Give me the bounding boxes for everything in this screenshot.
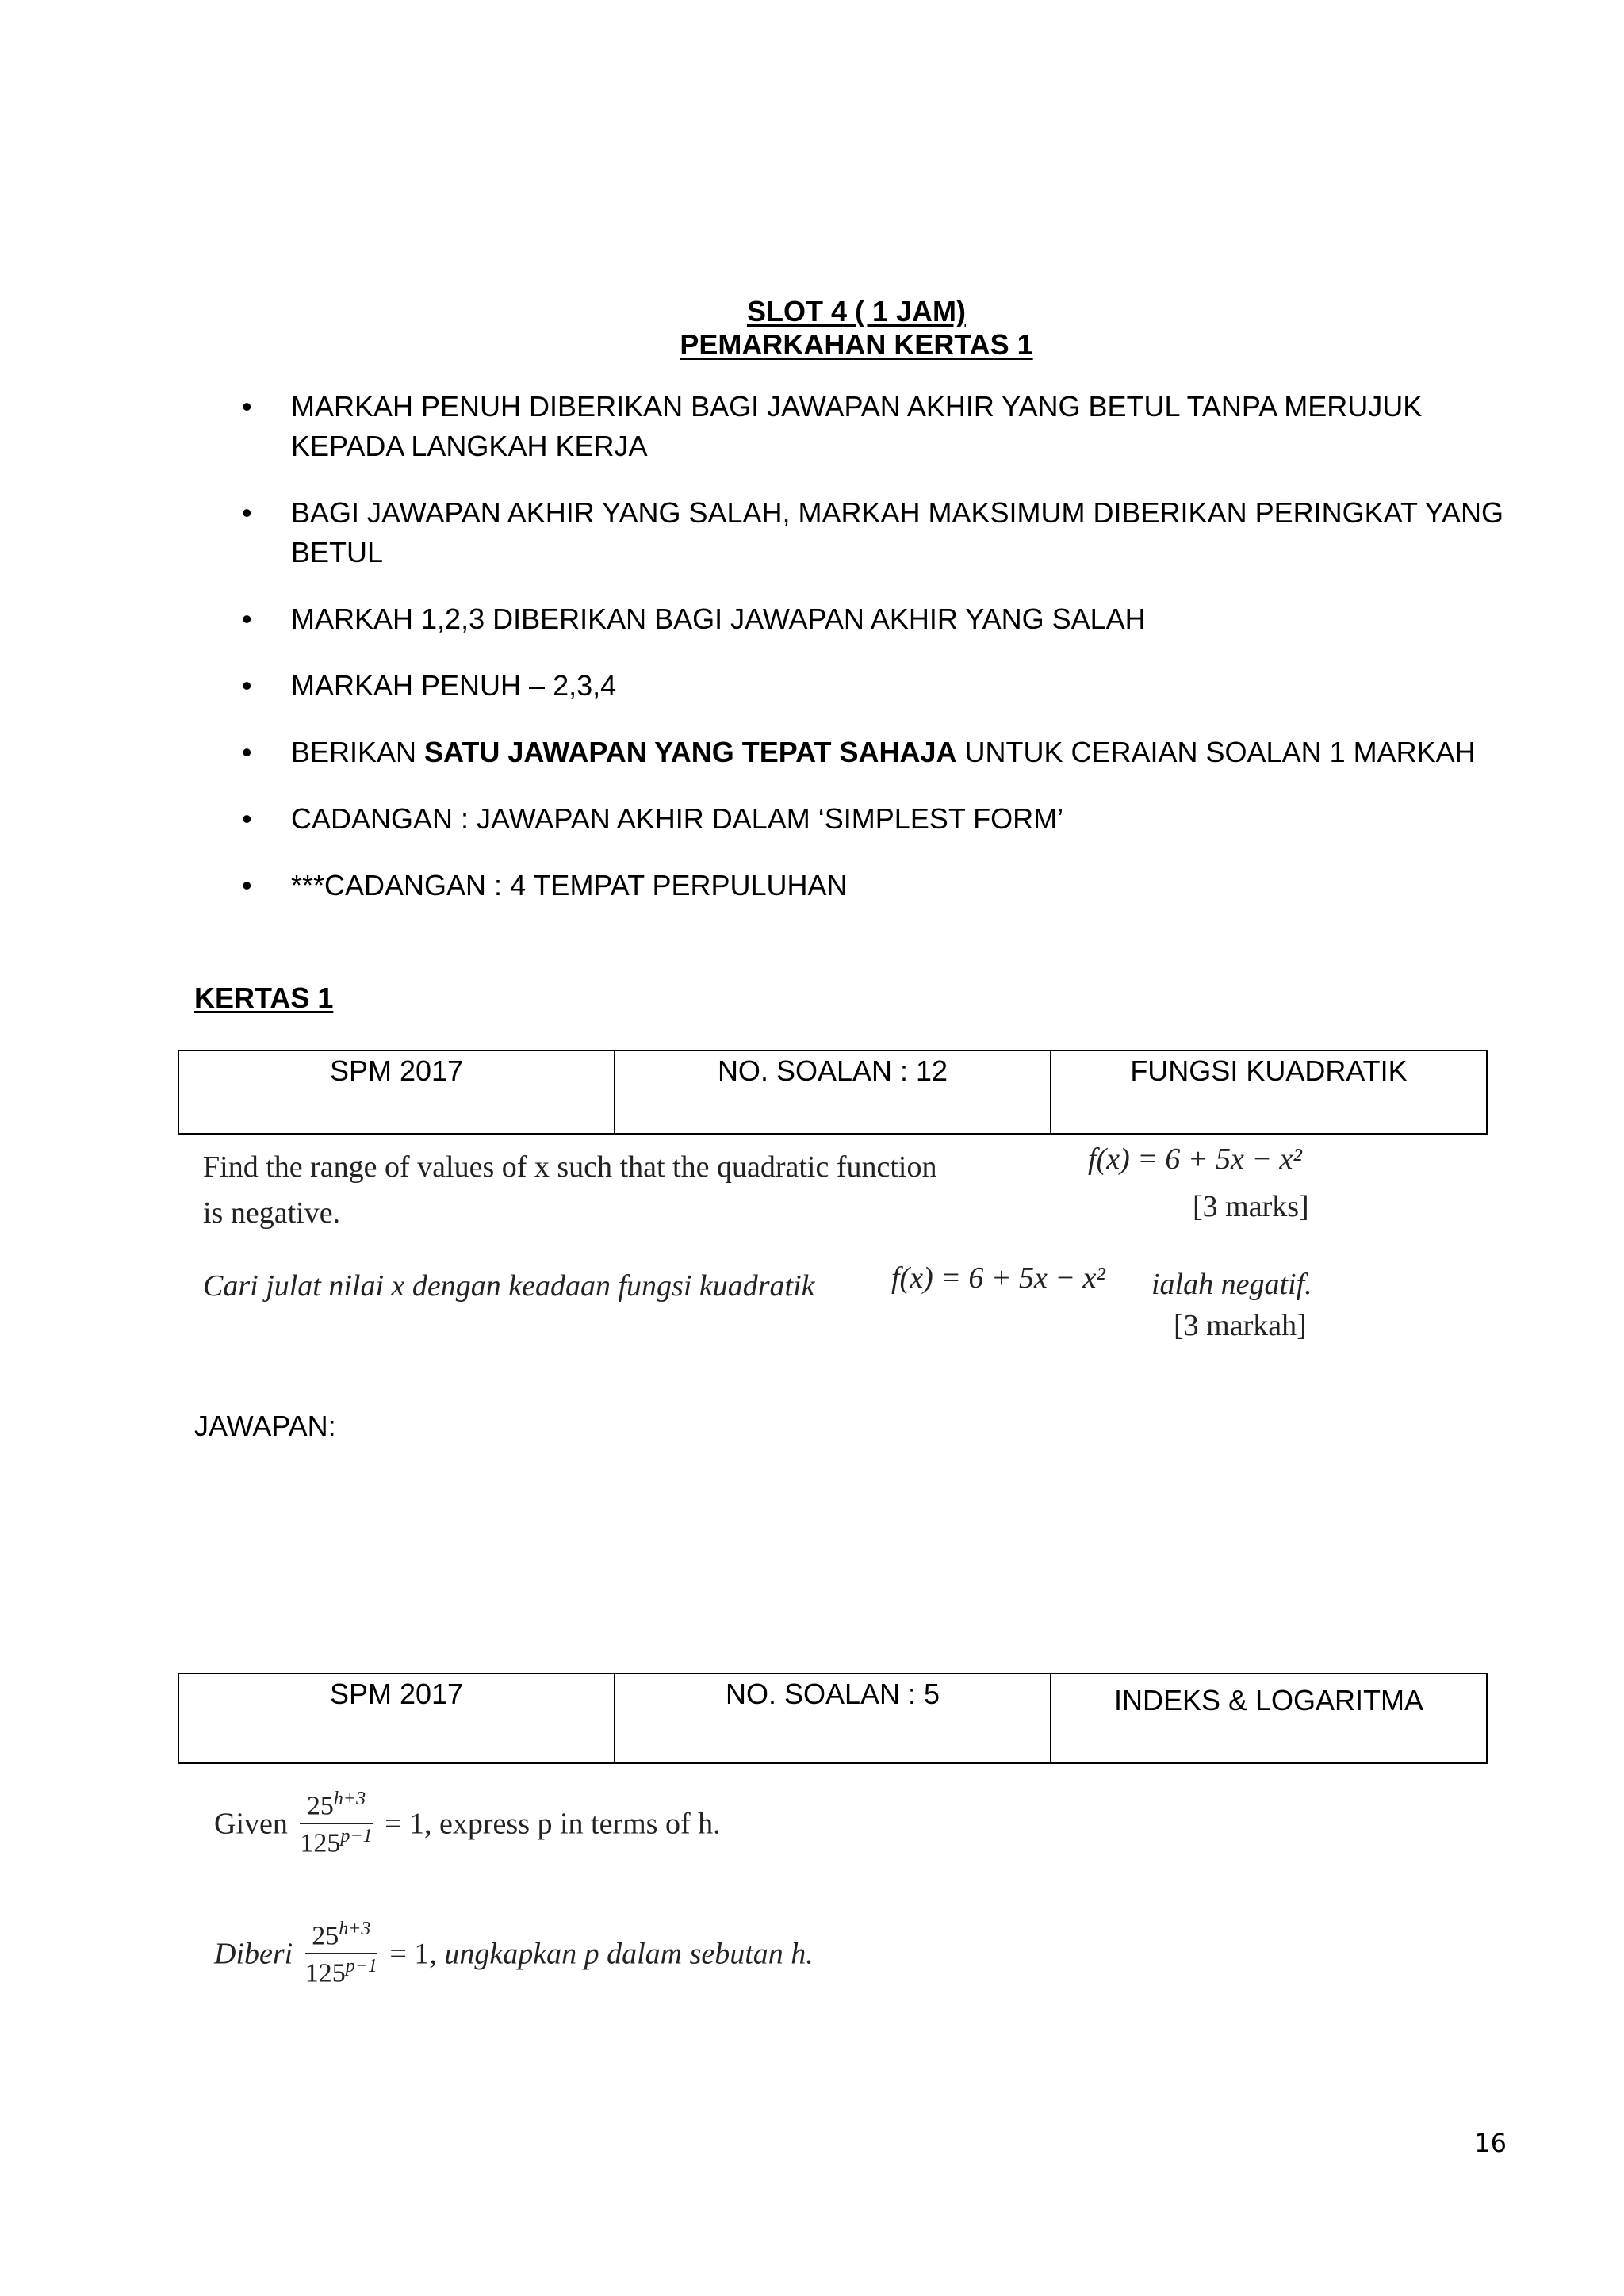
bullet-icon: • xyxy=(242,669,252,702)
bullet-icon: • xyxy=(242,603,252,635)
slot-heading: SLOT 4 ( 1 JAM) xyxy=(746,295,967,327)
question-info-table xyxy=(178,1050,1488,1135)
denominator-exponent: p−1 xyxy=(340,1826,373,1847)
exam-year-cell: SPM 2017 xyxy=(178,1674,615,1763)
denominator-exponent: p−1 xyxy=(345,1956,377,1977)
list-item-text: BAGI JAWAPAN AKHIR YANG SALAH, MARKAH MAKSIMUM DIBERIKAN PERINGKAT YANG BETUL xyxy=(291,496,1503,568)
bullet-icon: • xyxy=(242,869,252,901)
marking-rules-list xyxy=(242,387,1511,932)
list-item-text: BERIKAN xyxy=(291,736,425,768)
numerator-exponent: h+3 xyxy=(333,1789,366,1809)
bullet-icon: • xyxy=(242,496,252,529)
bullet-icon: • xyxy=(242,390,252,423)
fraction-numerator xyxy=(300,1789,372,1824)
question-text-english xyxy=(214,1789,721,1859)
fraction-numerator xyxy=(305,1919,377,1954)
table-row xyxy=(178,1050,1487,1134)
numerator-exponent: h+3 xyxy=(339,1919,371,1939)
topic-cell: INDEKS & LOGARITMA xyxy=(1051,1674,1487,1763)
list-item-text: UNTUK CERAIAN SOALAN 1 MARKAH xyxy=(956,736,1476,768)
question-number-cell: NO. SOALAN : 12 xyxy=(615,1050,1051,1134)
list-item xyxy=(242,866,1511,905)
question-text: Given xyxy=(214,1807,288,1841)
bullet-icon: • xyxy=(242,736,252,768)
list-item-text: CADANGAN : JAWAPAN AKHIR DALAM ‘SIMPLEST FORM’ xyxy=(291,802,1064,835)
table-row xyxy=(178,1674,1487,1763)
topic-cell: FUNGSI KUADRATIK xyxy=(1051,1050,1487,1134)
equals-sign: = 1 xyxy=(389,1937,430,1971)
marks-label: [3 marks] xyxy=(1193,1190,1309,1223)
question-formula: f(x) = 6 + 5x − x² xyxy=(891,1261,1105,1295)
numerator-base: 25 xyxy=(312,1921,339,1951)
denominator-base: 125 xyxy=(304,1958,346,1988)
list-item xyxy=(242,799,1511,839)
list-item-text: MARKAH 1,2,3 DIBERIKAN BAGI JAWAPAN AKHIR YANG SALAH xyxy=(291,603,1146,635)
list-item-text: ***CADANGAN : 4 TEMPAT PERPULUHAN xyxy=(291,869,848,901)
list-item-text: MARKAH PENUH – 2,3,4 xyxy=(291,669,617,702)
exam-year-cell: SPM 2017 xyxy=(178,1050,615,1134)
section-label: KERTAS 1 xyxy=(194,982,334,1014)
question-text-malay xyxy=(214,1919,814,1989)
list-item xyxy=(242,733,1511,772)
marks-label: [3 markah] xyxy=(1174,1309,1307,1342)
list-item xyxy=(242,493,1511,572)
bullet-icon: • xyxy=(242,802,252,835)
page-number: 16 xyxy=(1474,2128,1507,2158)
question-text-cont: is negative. xyxy=(203,1196,341,1230)
fraction xyxy=(300,1789,372,1859)
list-item xyxy=(242,599,1511,639)
question-text-malay: Cari julat nilai x dengan keadaan fungsi kuadratik xyxy=(203,1269,815,1303)
fraction-denominator xyxy=(300,1824,372,1858)
answer-label: JAWAPAN: xyxy=(194,1410,336,1442)
question-text: , express p in terms of h. xyxy=(424,1807,721,1841)
question-formula: f(x) = 6 + 5x − x² xyxy=(1088,1142,1302,1176)
question-text-cont: ialah negatif. xyxy=(1151,1268,1312,1301)
fraction xyxy=(305,1919,377,1989)
question-number-cell: NO. SOALAN : 5 xyxy=(615,1674,1051,1763)
question-info-table xyxy=(178,1673,1488,1764)
list-item-emphasis: SATU JAWAPAN YANG TEPAT SAHAJA xyxy=(424,736,957,768)
fraction-denominator xyxy=(305,1954,377,1988)
question-text: Find the range of values of x such that the quadratic function xyxy=(203,1150,937,1184)
equals-sign: = 1 xyxy=(385,1807,425,1841)
question-text: Diberi xyxy=(214,1937,293,1971)
question-text: , ungkapkan p dalam sebutan h. xyxy=(429,1937,814,1971)
numerator-base: 25 xyxy=(306,1791,334,1821)
page-title: PEMARKAHAN KERTAS 1 xyxy=(680,328,1033,361)
list-item xyxy=(242,387,1511,466)
denominator-base: 125 xyxy=(300,1828,341,1858)
list-item-text: MARKAH PENUH DIBERIKAN BAGI JAWAPAN AKHIR YANG BETUL TANPA MERUJUK KEPADA LANGKAH KERJA xyxy=(291,390,1423,462)
list-item xyxy=(242,666,1511,706)
